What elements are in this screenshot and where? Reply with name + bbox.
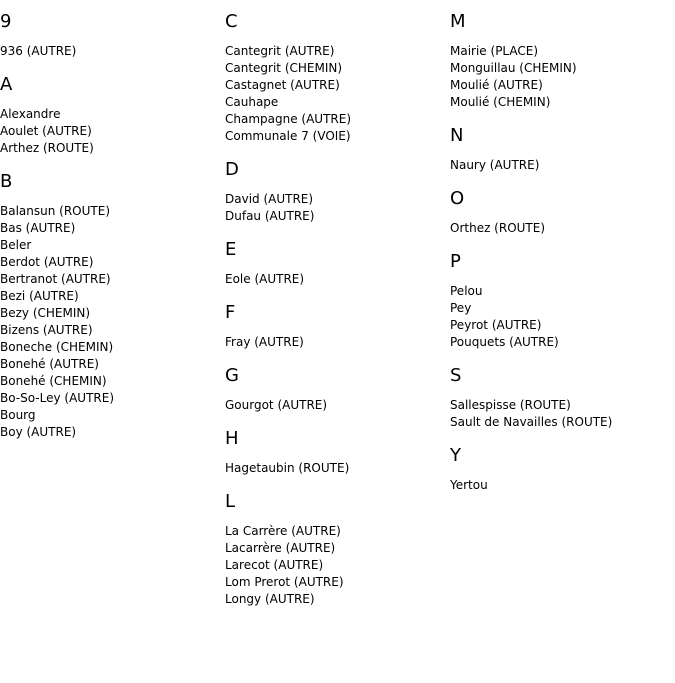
letter-group	[0, 75, 225, 157]
letter-heading: N	[450, 125, 464, 146]
letter-heading: D	[225, 159, 239, 180]
street-link[interactable]: Balansun (ROUTE)	[0, 204, 110, 218]
street-link[interactable]: Moulié (AUTRE)	[450, 78, 543, 92]
letter-group	[0, 172, 225, 441]
street-link[interactable]: Sault de Navailles (ROUTE)	[450, 415, 613, 429]
letter-group	[450, 366, 675, 431]
street-link[interactable]: Boneche (CHEMIN)	[0, 340, 114, 354]
letter-heading: 9	[0, 11, 12, 32]
letter-heading: F	[225, 302, 236, 323]
street-link[interactable]: Bo-So-Ley (AUTRE)	[0, 391, 115, 405]
street-link[interactable]: Alexandre	[0, 107, 61, 121]
street-link[interactable]: Bas (AUTRE)	[0, 221, 76, 235]
street-link[interactable]: Fray (AUTRE)	[225, 335, 304, 349]
street-link[interactable]: Aoulet (AUTRE)	[0, 124, 92, 138]
street-link[interactable]: Bonehé (AUTRE)	[0, 357, 99, 371]
letter-heading: P	[450, 251, 461, 272]
letter-heading: H	[225, 428, 239, 449]
street-link[interactable]: Castagnet (AUTRE)	[225, 78, 340, 92]
letter-group	[225, 12, 450, 145]
street-link[interactable]: Hagetaubin (ROUTE)	[225, 461, 350, 475]
letter-group	[225, 303, 450, 351]
street-link[interactable]: Dufau (AUTRE)	[225, 209, 315, 223]
letter-group	[450, 126, 675, 174]
street-link[interactable]: La Carrère (AUTRE)	[225, 524, 341, 538]
street-link[interactable]: Sallespisse (ROUTE)	[450, 398, 571, 412]
street-link[interactable]: Moulié (CHEMIN)	[450, 95, 551, 109]
street-link[interactable]: Cantegrit (AUTRE)	[225, 44, 335, 58]
letter-group	[450, 446, 675, 494]
street-link[interactable]: Bonehé (CHEMIN)	[0, 374, 107, 388]
street-link[interactable]: Boy (AUTRE)	[0, 425, 77, 439]
letter-heading: L	[225, 491, 236, 512]
letter-heading: M	[450, 11, 466, 32]
street-link[interactable]: Naury (AUTRE)	[450, 158, 540, 172]
street-link[interactable]: Beler	[0, 238, 32, 252]
street-link[interactable]: Bezi (AUTRE)	[0, 289, 79, 303]
index-column	[450, 12, 675, 509]
letter-heading: E	[225, 239, 237, 260]
street-link[interactable]: Orthez (ROUTE)	[450, 221, 546, 235]
letter-group	[450, 189, 675, 237]
street-link[interactable]: Mairie (PLACE)	[450, 44, 539, 58]
street-link[interactable]: Champagne (AUTRE)	[225, 112, 352, 126]
letter-group	[225, 492, 450, 608]
street-link[interactable]: Bourg	[0, 408, 36, 422]
letter-heading: G	[225, 365, 239, 386]
letter-heading: S	[450, 365, 462, 386]
letter-group	[225, 366, 450, 414]
street-link[interactable]: Monguillau (CHEMIN)	[450, 61, 577, 75]
letter-heading: B	[0, 171, 13, 192]
letter-heading: O	[450, 188, 465, 209]
street-link[interactable]: Cantegrit (CHEMIN)	[225, 61, 343, 75]
street-link[interactable]: Communale 7 (VOIE)	[225, 129, 351, 143]
index-column	[225, 12, 450, 623]
street-link[interactable]: Yertou	[450, 478, 488, 492]
letter-group	[450, 12, 675, 111]
letter-group	[0, 12, 225, 60]
street-link[interactable]: Lom Prerot (AUTRE)	[225, 575, 344, 589]
street-link[interactable]: Pey	[450, 301, 472, 315]
street-link[interactable]: Peyrot (AUTRE)	[450, 318, 542, 332]
street-link[interactable]: Bezy (CHEMIN)	[0, 306, 91, 320]
letter-heading: C	[225, 11, 238, 32]
street-link[interactable]: Gourgot (AUTRE)	[225, 398, 328, 412]
street-link[interactable]: Berdot (AUTRE)	[0, 255, 94, 269]
street-link[interactable]: Bertranot (AUTRE)	[0, 272, 111, 286]
letter-group	[225, 429, 450, 477]
index-column	[0, 12, 225, 456]
street-link[interactable]: 936 (AUTRE)	[0, 44, 77, 58]
street-link[interactable]: Pouquets (AUTRE)	[450, 335, 559, 349]
street-link[interactable]: Pelou	[450, 284, 483, 298]
street-link[interactable]: Lacarrère (AUTRE)	[225, 541, 336, 555]
street-link[interactable]: Longy (AUTRE)	[225, 592, 315, 606]
letter-heading: Y	[450, 445, 461, 466]
letter-group	[450, 252, 675, 351]
letter-group	[225, 160, 450, 225]
street-link[interactable]: Bizens (AUTRE)	[0, 323, 93, 337]
street-link[interactable]: Arthez (ROUTE)	[0, 141, 94, 155]
letter-group	[225, 240, 450, 288]
street-link[interactable]: Larecot (AUTRE)	[225, 558, 324, 572]
street-link[interactable]: Cauhape	[225, 95, 279, 109]
street-link[interactable]: David (AUTRE)	[225, 192, 314, 206]
letter-heading: A	[0, 74, 13, 95]
street-link[interactable]: Eole (AUTRE)	[225, 272, 305, 286]
